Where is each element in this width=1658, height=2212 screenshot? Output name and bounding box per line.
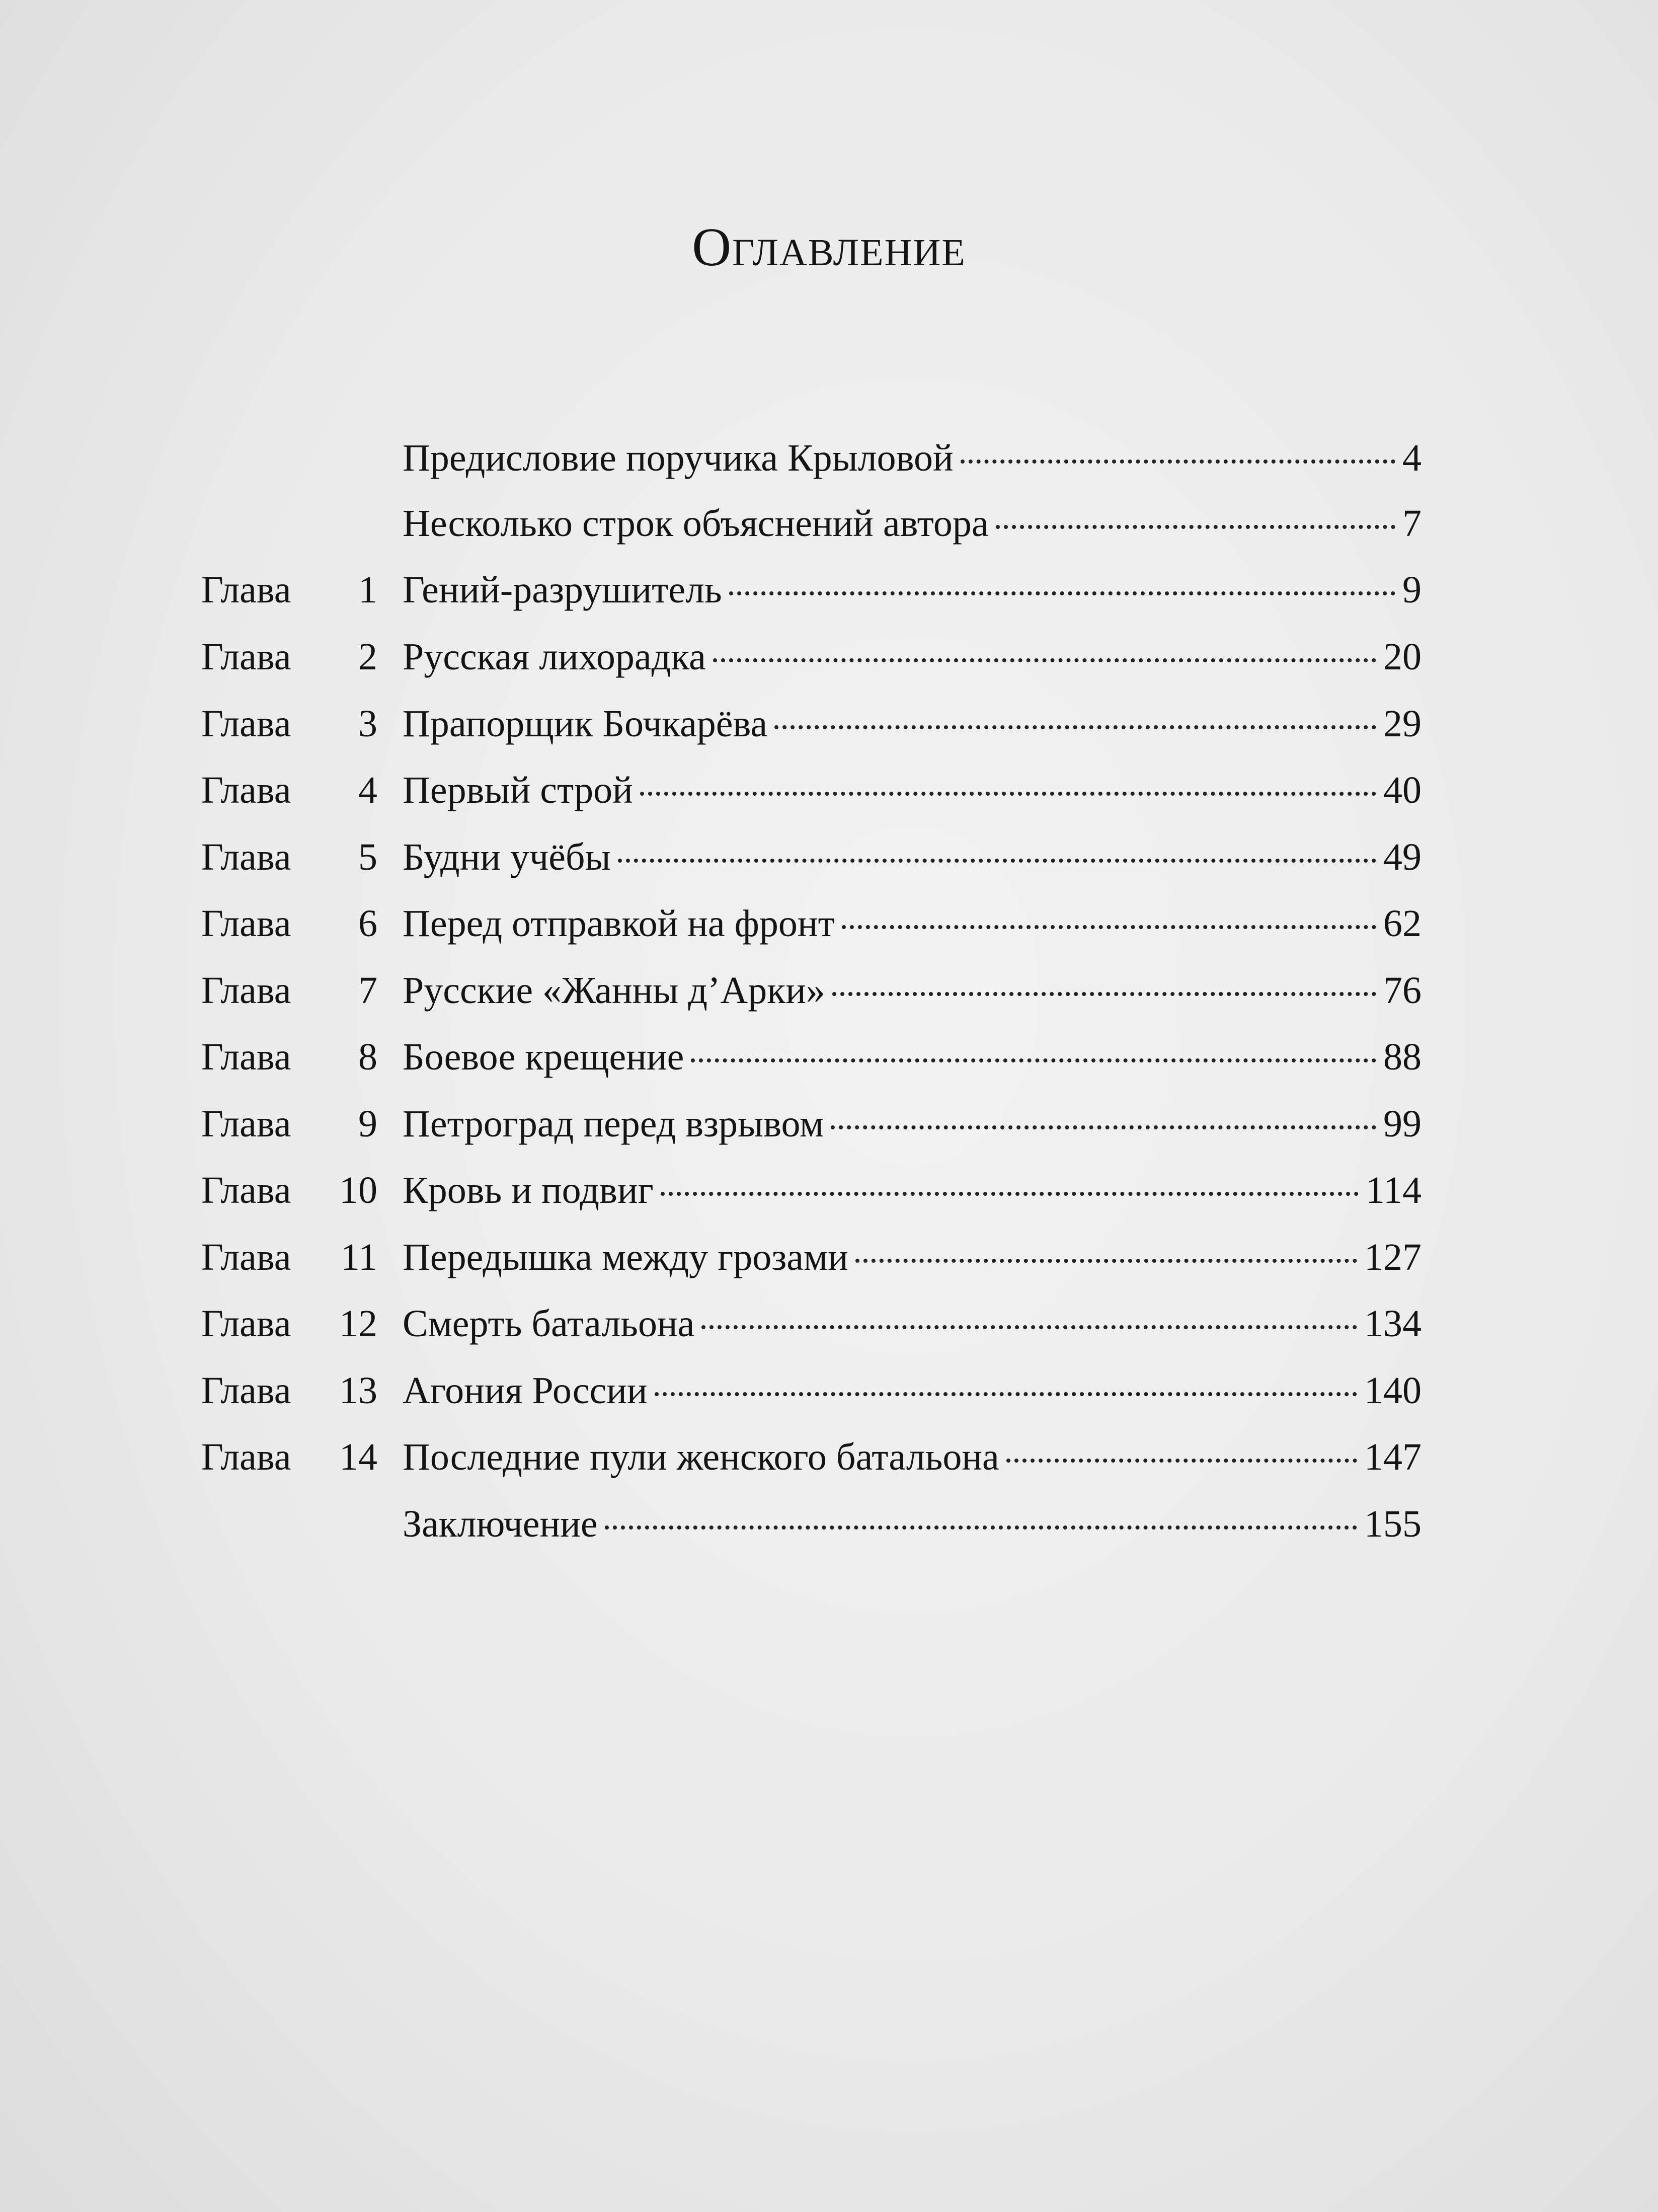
toc-entry (201, 1230, 1422, 1285)
dot-leader (855, 1259, 1357, 1263)
dot-leader (961, 460, 1395, 464)
dot-leader (713, 658, 1376, 662)
dot-leader (832, 992, 1376, 996)
toc-entry (201, 496, 1422, 551)
chapter-number: 11 (340, 1236, 377, 1278)
entry-title: Гений-разрушитель (403, 569, 722, 611)
entry-title: Несколько строк объяснений автора (403, 502, 989, 545)
chapter-number: 2 (358, 636, 377, 678)
chapter-number: 14 (339, 1436, 377, 1478)
chapter-number: 3 (358, 703, 377, 745)
dot-leader (661, 1192, 1359, 1196)
toc-entry (201, 1163, 1422, 1218)
page-number: 88 (1383, 1036, 1422, 1078)
page-number: 62 (1383, 902, 1422, 945)
toc-entry (201, 1296, 1422, 1351)
chapter-number: 7 (358, 969, 377, 1012)
chapter-word: Глава (201, 1436, 291, 1478)
dot-leader (655, 1392, 1357, 1396)
chapter-word: Глава (201, 703, 291, 745)
dot-leader (1006, 1459, 1357, 1463)
entry-title: Русские «Жанны д’Арки» (403, 969, 825, 1012)
toc-entry (201, 1096, 1422, 1152)
page-number: 49 (1383, 836, 1422, 878)
entry-title: Заключение (403, 1503, 598, 1545)
entry-title: Русская лихорадка (403, 636, 706, 678)
chapter-word: Глава (201, 636, 291, 678)
page-number: 40 (1383, 769, 1422, 811)
toc-entry (201, 762, 1422, 818)
toc-entry (201, 696, 1422, 751)
page-number: 29 (1383, 703, 1422, 745)
dot-leader (605, 1525, 1357, 1530)
chapter-number: 6 (358, 902, 377, 945)
chapter-word: Глава (201, 902, 291, 945)
entry-title: Предисловие поручика Крыловой (403, 437, 954, 479)
page-number: 114 (1365, 1169, 1422, 1211)
toc-entry (201, 896, 1422, 951)
dot-leader (774, 725, 1376, 729)
chapter-number: 9 (358, 1103, 377, 1145)
toc-entry (201, 430, 1422, 486)
entry-title: Последние пули женского батальона (403, 1436, 999, 1478)
entry-title: Боевое крещение (403, 1036, 684, 1078)
entry-title: Прапорщик Бочкарёва (403, 703, 768, 745)
dot-leader (842, 925, 1376, 929)
page-number: 99 (1383, 1103, 1422, 1145)
entry-title: Агония России (403, 1369, 648, 1412)
chapter-word: Глава (201, 1236, 291, 1278)
dot-leader (701, 1325, 1357, 1329)
entry-title: Первый строй (403, 769, 633, 811)
entry-title: Перед отправкой на фронт (403, 902, 835, 945)
chapter-word: Глава (201, 1369, 291, 1412)
toc-entry (201, 963, 1422, 1018)
toc-entry (201, 1429, 1422, 1485)
dot-leader (618, 859, 1376, 863)
page-number: 140 (1364, 1369, 1422, 1412)
page-number: 147 (1364, 1436, 1422, 1478)
dot-leader (640, 792, 1376, 796)
chapter-number: 12 (339, 1303, 377, 1345)
toc-entry (201, 829, 1422, 885)
entry-title: Будни учёбы (403, 836, 611, 878)
page-number: 127 (1364, 1236, 1422, 1278)
toc-entry (201, 629, 1422, 684)
toc-entry (201, 1029, 1422, 1085)
entry-title: Петроград перед взрывом (403, 1103, 824, 1145)
chapter-number: 5 (358, 836, 377, 878)
chapter-word: Глава (201, 969, 291, 1012)
chapter-word: Глава (201, 569, 291, 611)
chapter-number: 8 (358, 1036, 377, 1078)
page-number: 76 (1383, 969, 1422, 1012)
toc-entry (201, 562, 1422, 618)
chapter-word: Глава (201, 1303, 291, 1345)
entry-title: Смерть батальона (403, 1303, 695, 1345)
chapter-number: 10 (339, 1169, 377, 1211)
chapter-number: 13 (339, 1369, 377, 1412)
toc-entry (201, 1363, 1422, 1418)
dot-leader (691, 1058, 1376, 1062)
dot-leader (996, 525, 1395, 529)
chapter-word: Глава (201, 1169, 291, 1211)
page-number: 7 (1402, 502, 1422, 545)
chapter-word: Глава (201, 1036, 291, 1078)
chapter-number: 1 (358, 569, 377, 611)
toc-entry (201, 1496, 1422, 1552)
dot-leader (729, 591, 1395, 595)
entry-title: Кровь и подвиг (403, 1169, 654, 1211)
chapter-number: 4 (358, 769, 377, 811)
chapter-word: Глава (201, 836, 291, 878)
page-number: 4 (1402, 437, 1422, 479)
dot-leader (831, 1125, 1376, 1129)
chapter-word: Глава (201, 1103, 291, 1145)
page-number: 134 (1364, 1303, 1422, 1345)
page-number: 155 (1364, 1503, 1422, 1545)
entry-title: Передышка между грозами (403, 1236, 848, 1278)
page-number: 9 (1402, 569, 1422, 611)
chapter-word: Глава (201, 769, 291, 811)
toc-heading: Оглавление (692, 217, 966, 277)
page-number: 20 (1383, 636, 1422, 678)
